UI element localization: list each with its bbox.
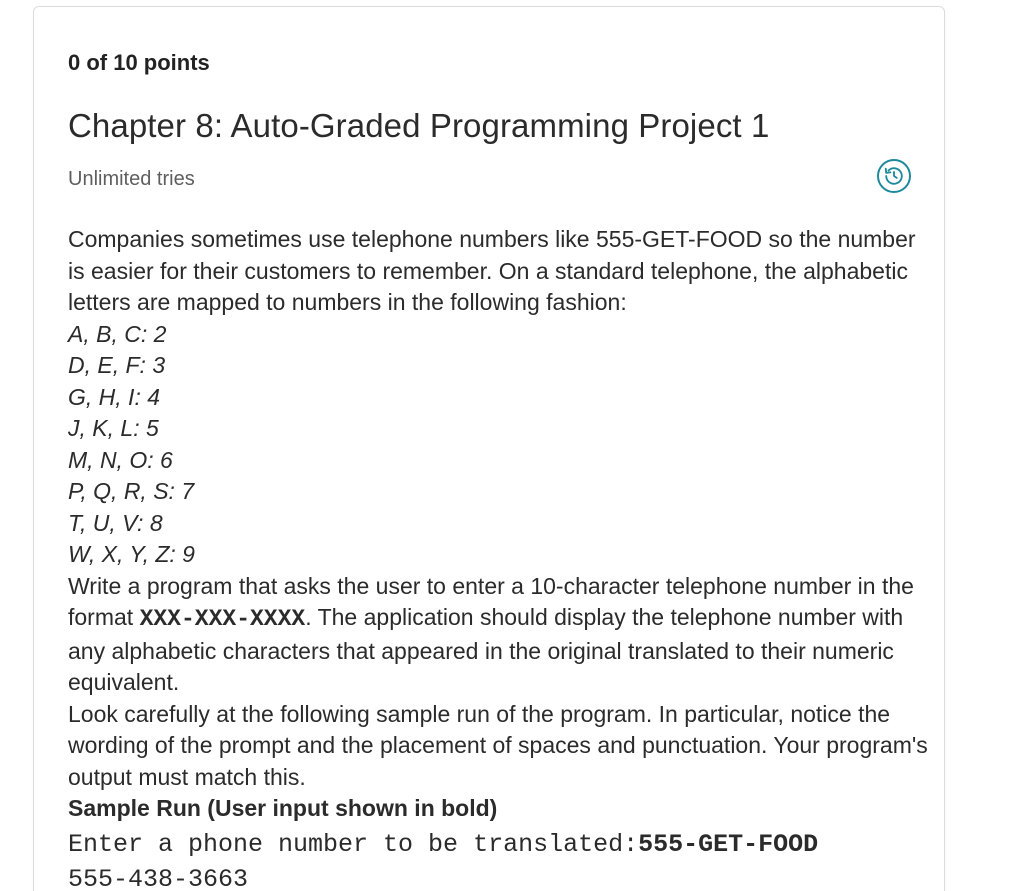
history-icon xyxy=(883,165,905,187)
history-button[interactable] xyxy=(877,159,911,193)
question-card xyxy=(33,6,945,891)
task-paragraph xyxy=(68,571,928,699)
mapping-item: T, U, V: 8 xyxy=(68,509,163,536)
mapping-item: W, X, Y, Z: 9 xyxy=(68,541,195,567)
mapping-item: D, E, F: 3 xyxy=(68,352,166,378)
sample-input: 555-GET-FOOD xyxy=(638,829,819,859)
format-code: XXX-XXX-XXXX xyxy=(139,606,306,632)
mapping-item: P, Q, R, S: 7 xyxy=(68,478,195,504)
sample-heading: Sample Run (User input shown in bold) xyxy=(68,795,498,821)
mapping-item: M, N, O: 6 xyxy=(68,446,173,473)
page-title: Chapter 8: Auto-Graded Programming Project 1 xyxy=(68,107,770,144)
letter-mapping-list xyxy=(68,319,928,571)
mapping-item: G, H, I: 4 xyxy=(68,383,161,410)
instructions-paragraph: Look carefully at the following sample run of the program. In particular, notice the wording of the prompt and the placement of spaces and punctuation. Your program's output must match this. xyxy=(68,700,928,790)
points-label: 0 of 10 points xyxy=(68,50,210,75)
task-text-end: . The application should display the telephone number with any alphabetic characters that appeared in the original translated to their numeric equivalent. xyxy=(68,604,904,695)
sample-run xyxy=(68,827,928,891)
intro-paragraph: Companies sometimes use telephone numbers like 555-GET-FOOD so the number is easier for their customers to remember. On a standard telephone, the alphabetic letters are mapped to numbers in the following fashion: xyxy=(68,226,916,315)
question-body xyxy=(68,224,928,891)
sample-output: 555-438-3663 xyxy=(68,864,249,891)
mapping-item: J, K, L: 5 xyxy=(68,415,159,441)
tries-label: Unlimited tries xyxy=(68,168,195,190)
mapping-item: A, B, C: 2 xyxy=(68,320,167,347)
sample-prompt: Enter a phone number to be translated: xyxy=(68,829,639,859)
sample-prompt-line xyxy=(68,827,928,862)
task-text: Write a program that asks the user to enter a 10-character telephone number in the format xyxy=(68,572,914,630)
